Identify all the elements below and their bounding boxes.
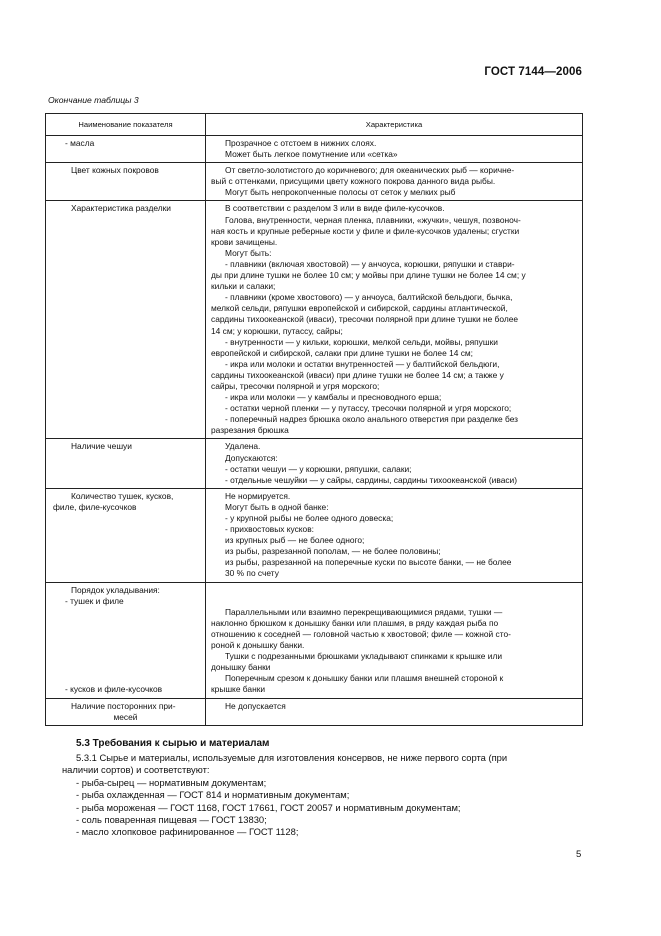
table-row xyxy=(46,136,583,163)
table-row xyxy=(46,698,583,725)
characteristic-cell xyxy=(206,136,583,163)
section-title: 5.3 Требования к сырью и материалам xyxy=(76,738,270,749)
characteristic-line: сайры, тресочки полярной и угря морского; xyxy=(211,380,380,391)
indicator-text: - масла xyxy=(65,138,95,148)
table-row xyxy=(46,163,583,201)
characteristic-line: Параллельными или взаимно перекрещивающимися рядами, тушки — xyxy=(225,606,503,617)
characteristic-line: кильки и салаки; xyxy=(211,281,276,292)
characteristic-line: Не нормируется. xyxy=(225,490,291,501)
characteristic-line: европейской и сибирской, салаки при длине тушки не более 14 см; xyxy=(211,347,473,358)
characteristic-line: Не допускается xyxy=(225,700,286,711)
table-row xyxy=(46,582,583,698)
characteristic-line: Прозрачное с отстоем в нижних слоях. xyxy=(225,138,377,148)
characteristic-line: - плавники (кроме хвостового) — у анчоуса, балтийской бельдюги, бычка, xyxy=(225,292,513,303)
list-item: - рыба-сырец — нормативным документам; xyxy=(76,776,267,788)
characteristic-line: - отдельные чешуйки — у сайры, сардины, сардины тихоокеанской (иваси) xyxy=(225,474,518,485)
characteristic-line: ды при длине тушки не более 10 см; у мойвы при длине тушки не более 14 см; у xyxy=(211,270,526,281)
characteristic-line: Могут быть: xyxy=(225,247,272,258)
characteristic-line: - прихвостовых кусков: xyxy=(225,524,314,535)
characteristic-line: - внутренности — у кильки, корюшки, мелкой сельди, мойвы, ряпушки xyxy=(225,336,498,347)
characteristic-line xyxy=(211,596,577,607)
characteristic-line: роной к донышку банки. xyxy=(211,640,305,651)
characteristic-line: сардины тихоокеанской (иваси) при длине тушки не более 14 см; а также у xyxy=(211,369,504,380)
paragraph-line: 5.3.1 Сырье и материалы, используемые для изготовления консервов, не ниже первого сорта (при xyxy=(76,752,508,763)
characteristic-line: 30 % по счету xyxy=(225,568,279,579)
indicator-text: месей xyxy=(113,711,138,722)
characteristic-line: - остатки черной пленки — у путассу, тресочки полярной и угря морского; xyxy=(225,403,512,414)
list-item: - соль поваренная пищевая — ГОСТ 13830; xyxy=(76,814,267,826)
page-number: 5 xyxy=(576,849,582,860)
table-row xyxy=(46,201,583,439)
table-header-row xyxy=(46,114,583,136)
indicator-text xyxy=(51,629,200,640)
characteristic-line: Голова, внутренности, черная пленка, плавники, «жучки», чешуя, позвоноч- xyxy=(225,214,521,225)
characteristic-cell xyxy=(206,582,583,698)
indicator-text xyxy=(51,618,200,629)
indicator-text: Характеристика разделки xyxy=(71,203,171,214)
characteristic-line: донышку банки xyxy=(211,662,271,673)
table-row xyxy=(46,488,583,582)
indicator-cell xyxy=(46,136,206,163)
characteristic-cell xyxy=(206,439,583,488)
indicator-text: Количество тушек, кусков, xyxy=(71,490,174,501)
characteristic-cell xyxy=(206,488,583,582)
section-body xyxy=(62,752,587,839)
indicator-cell xyxy=(46,488,206,582)
table-row xyxy=(46,439,583,488)
characteristic-line: Могут быть в одной банке: xyxy=(225,501,329,512)
indicator-text: Порядок укладывания: xyxy=(71,584,160,595)
characteristic-line: Тушки с подрезанными брюшками укладывают спинками к крышке или xyxy=(225,651,503,662)
characteristic-line: разрезания брюшка xyxy=(211,425,289,436)
indicator-cell xyxy=(46,698,206,725)
characteristic-cell xyxy=(206,698,583,725)
table-caption: Окончание таблицы 3 xyxy=(48,95,139,105)
characteristic-line: ная кость и крупные реберные кости у филе и филе-кусочков удалены; сгустки xyxy=(211,225,520,236)
indicator-text xyxy=(51,673,200,684)
characteristic-line: сардины тихоокеанской (иваси), тресочки полярной при длине тушки не более xyxy=(211,314,519,325)
characteristic-line: - икра или молоки — у камбалы и пресноводного ерша; xyxy=(225,392,442,403)
characteristic-line: крови зачищены. xyxy=(211,236,278,247)
characteristic-line: вый с оттенками, присущими цвету кожного покрова данного вида рыбы. xyxy=(211,176,496,187)
indicator-text xyxy=(51,640,200,651)
list-item: - рыба мороженая — ГОСТ 1168, ГОСТ 17661, ГОСТ 20057 и нормативным документам; xyxy=(76,801,461,813)
indicator-cell xyxy=(46,163,206,201)
characteristic-line: - у крупной рыбы не более одного довеска; xyxy=(225,513,394,523)
characteristic-cell xyxy=(206,201,583,439)
characteristic-cell xyxy=(206,163,583,201)
characteristic-line: Удалена. xyxy=(225,441,261,452)
characteristic-line: - поперечный надрез брюшка около анального отверстия при разделке без xyxy=(225,414,519,425)
characteristic-line: 14 см; у корюшки, путассу, сайры; xyxy=(211,325,343,336)
characteristic-line: мелкой сельди, ряпушки европейской и сибирской, сардины атлантической, xyxy=(211,303,508,314)
list-item: - масло хлопковое рафинированное — ГОСТ 1128; xyxy=(76,826,299,838)
indicator-text: - кусков и филе-кусочков xyxy=(65,684,163,695)
characteristic-line: В соответствии с разделом 3 или в виде филе-кусочков. xyxy=(225,203,445,214)
characteristic-line: из крупных рыб — не более одного; xyxy=(225,535,365,546)
indicator-cell xyxy=(46,439,206,488)
characteristic-line: отношению к соседней — головной частью к хвостовой; филе — кожной сто- xyxy=(211,628,511,639)
column-header-indicator: Наименование показателя xyxy=(46,114,206,136)
indicator-text: филе, филе-кусочков xyxy=(53,501,137,512)
characteristic-line: - икра или молоки и остатки внутренностей — у балтийской бельдюги, xyxy=(225,358,500,369)
characteristic-line: - остатки чешуи — у корюшки, ряпушки, салаки; xyxy=(225,463,412,474)
indicator-text xyxy=(51,651,200,662)
indicator-cell xyxy=(46,582,206,698)
characteristic-line: Может быть легкое помутнение или «сетка» xyxy=(225,149,398,160)
characteristic-line: Поперечным срезом к донышку банки или плашмя внешней стороной к xyxy=(225,673,504,684)
indicator-text: Цвет кожных покровов xyxy=(71,165,159,176)
list-item: - рыба охлажденная — ГОСТ 814 и нормативным документам; xyxy=(76,789,350,801)
indicator-text xyxy=(51,662,200,673)
characteristic-line: Могут быть непрокопченные полосы от сеток у мелких рыб xyxy=(225,187,456,198)
characteristic-line: наклонно брюшком к донышку банки или плашмя, в ряду каждая рыба по xyxy=(211,617,499,628)
indicator-cell xyxy=(46,201,206,439)
document-title: ГОСТ 7144—2006 xyxy=(484,66,582,78)
paragraph-line: наличии сортов) и соответствуют: xyxy=(62,764,210,776)
indicator-text: Наличие посторонних при- xyxy=(71,700,176,711)
indicator-text: Наличие чешуи xyxy=(71,441,132,452)
characteristic-line: крышке банки xyxy=(211,684,266,695)
characteristic-line: - плавники (включая хвостовой) — у анчоуса, корюшки, ряпушки и ставри- xyxy=(225,258,515,269)
characteristic-line: из рыбы, разрезанной на поперечные куски по высоте банки, — не более xyxy=(225,557,512,568)
characteristic-line: Допускаются: xyxy=(225,452,278,463)
characteristic-line xyxy=(211,585,577,596)
indicator-text xyxy=(51,607,200,618)
characteristic-line: из рыбы, разрезанной пополам, — не более половины; xyxy=(225,546,441,557)
column-header-characteristic: Характеристика xyxy=(206,114,583,136)
characteristic-line: От светло-золотистого до коричневого; для океанических рыб — коричне- xyxy=(225,165,515,176)
indicator-text: - тушек и филе xyxy=(65,595,124,606)
characteristics-table xyxy=(45,113,583,726)
